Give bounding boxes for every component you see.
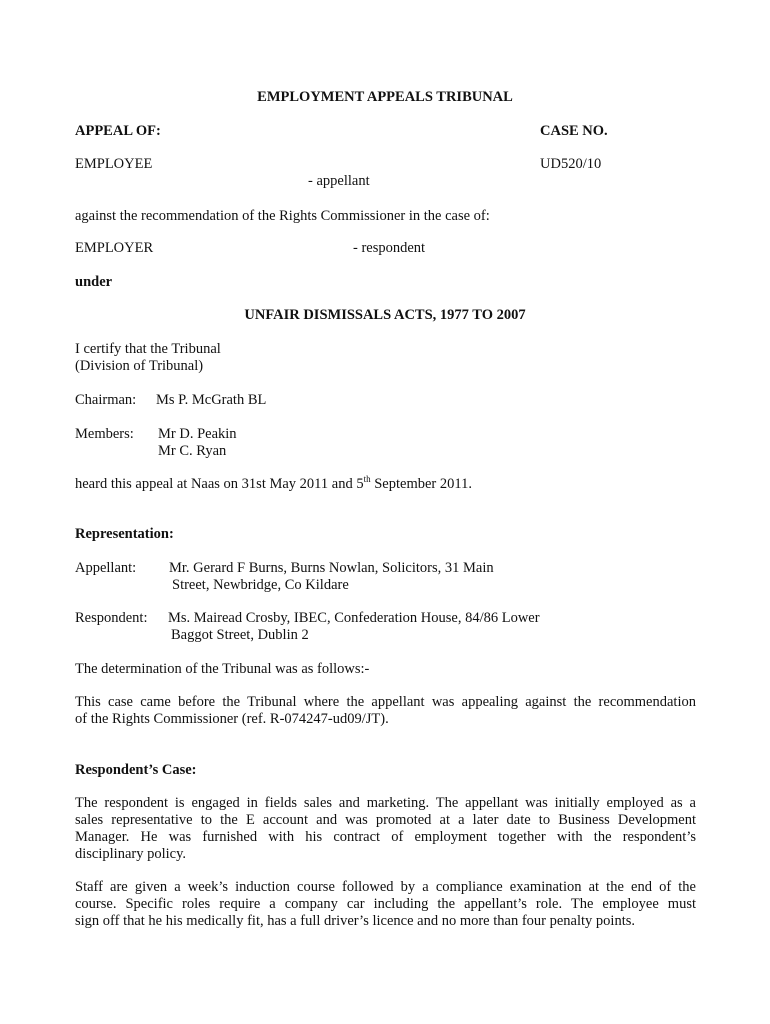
- against-text: against the recommendation of the Rights Commissioner in the case of:: [75, 208, 490, 224]
- representation-heading: Representation:: [75, 526, 174, 542]
- respondents-case-heading: Respondent’s Case:: [75, 762, 197, 778]
- respondent-rep-line-2: Baggot Street, Dublin 2: [171, 627, 309, 643]
- respondent-rep-line-1: Ms. Mairead Crosby, IBEC, Confederation House, 84/86 Lower: [168, 610, 540, 626]
- heard-superscript: th: [363, 474, 371, 485]
- certify-line-1: I certify that the Tribunal: [75, 341, 221, 357]
- case-p2-line-2: course. Specific roles require a company car including the appellant’s role. The employee must: [75, 896, 696, 912]
- case-number: UD520/10: [540, 156, 602, 172]
- determination-paragraph: [75, 694, 696, 728]
- determination-intro: The determination of the Tribunal was as follows:-: [75, 661, 370, 677]
- chairman-label: Chairman:: [75, 392, 137, 408]
- acts-heading: UNFAIR DISMISSALS ACTS, 1977 TO 2007: [244, 307, 526, 323]
- heard-prefix: heard this appeal at Naas on 31st May 2011 and 5: [75, 476, 364, 492]
- appellant-rep-line-1: Mr. Gerard F Burns, Burns Nowlan, Solicitors, 31 Main: [169, 560, 494, 576]
- appellant-rep-line-2: Street, Newbridge, Co Kildare: [172, 577, 349, 593]
- member-2: Mr C. Ryan: [158, 443, 227, 459]
- employee-name: EMPLOYEE: [75, 156, 153, 172]
- members-label: Members:: [75, 426, 134, 442]
- document-title: EMPLOYMENT APPEALS TRIBUNAL: [257, 89, 513, 105]
- employer-name: EMPLOYER: [75, 240, 154, 256]
- respondent-label: Respondent:: [75, 610, 148, 626]
- appeal-of-label: APPEAL OF:: [75, 123, 161, 139]
- case-p1-line-1: The respondent is engaged in fields sales and marketing. The appellant was initially employed as a: [75, 795, 696, 811]
- appellant-label: Appellant:: [75, 560, 137, 576]
- heard-suffix: September 2011.: [370, 476, 472, 492]
- chairman-name: Ms P. McGrath BL: [156, 392, 267, 408]
- certify-line-2: (Division of Tribunal): [75, 358, 204, 374]
- under-label: under: [75, 274, 113, 290]
- case-p1-line-2: sales representative to the E account and was promoted at a later date to Business Development: [75, 812, 696, 828]
- member-1: Mr D. Peakin: [158, 426, 237, 442]
- appellant-role: - appellant: [308, 173, 370, 189]
- case-p1-line-3: Manager. He was furnished with his contract of employment together with the respondent’s: [75, 829, 696, 845]
- case-p2-line-3: sign off that he his medically fit, has a full driver’s licence and no more than four penalty points.: [75, 913, 635, 929]
- case-p2-line-1: Staff are given a week’s induction course followed by a compliance examination at the end of the: [75, 879, 696, 895]
- heard-line: [75, 476, 472, 493]
- case-no-label: CASE NO.: [540, 123, 608, 139]
- determination-line-1: This case came before the Tribunal where the appellant was appealing against the recommendation: [75, 694, 696, 710]
- case-p1-line-4: disciplinary policy.: [75, 846, 187, 862]
- respondents-case-paragraph-1: [75, 795, 696, 863]
- respondent-role: - respondent: [353, 240, 426, 256]
- determination-line-2: of the Rights Commissioner (ref. R-074247-ud09/JT).: [75, 711, 389, 727]
- respondents-case-paragraph-2: [75, 879, 696, 930]
